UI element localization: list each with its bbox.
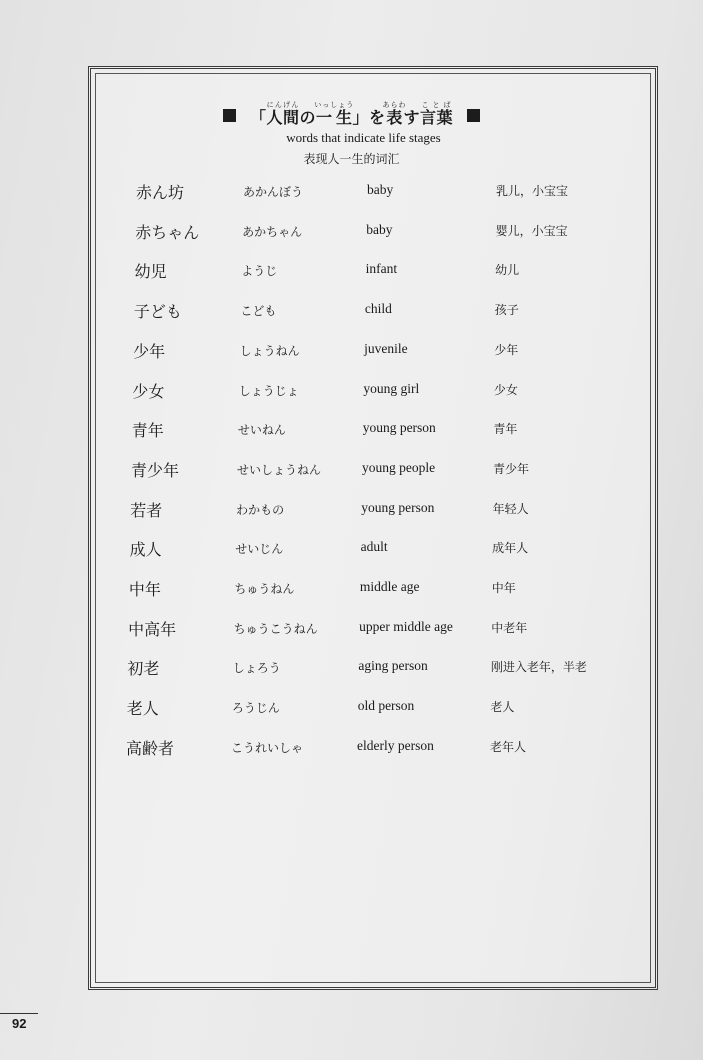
title-ruby-segment [314, 101, 355, 127]
inner-border [95, 73, 651, 983]
vocab-row [0, 458, 560, 482]
vocab-english: young people [362, 459, 436, 475]
title-furigana: にんげん [266, 101, 300, 109]
vocab-kanji: 少年 [133, 341, 166, 361]
section-header [0, 88, 703, 167]
vocab-kanji: 老人 [126, 699, 159, 719]
vocab-english: adult [360, 539, 388, 555]
vocab-english: baby [366, 221, 393, 237]
vocab-kanji: 少女 [132, 381, 165, 401]
vocab-english: baby [367, 182, 394, 197]
title-furigana: いっしょう [314, 101, 355, 109]
square-bullet-icon [223, 109, 236, 122]
vocab-english: upper middle age [359, 618, 453, 634]
title-row [0, 88, 703, 128]
vocab-row [0, 537, 560, 561]
title-base-text: 表 [382, 108, 407, 127]
vocab-english: middle age [359, 579, 420, 594]
section-title [250, 101, 453, 128]
title-furigana: あらわ [382, 101, 407, 109]
square-bullet-icon [467, 109, 480, 122]
footer-rule [0, 1013, 38, 1014]
vocab-kana: ようじ [241, 264, 278, 279]
vocab-kanji: 高齢者 [126, 738, 175, 758]
vocab-english: child [364, 301, 392, 317]
vocab-row [0, 299, 560, 323]
vocab-kana: こども [240, 304, 277, 319]
vocab-kana: しょうじょ [238, 383, 299, 398]
subtitle-english: words that indicate life stages [286, 130, 441, 145]
vocab-kanji: 初老 [127, 659, 160, 679]
vocab-kana: あかんぼう [243, 185, 304, 199]
vocab-kanji: 青少年 [131, 460, 180, 480]
vocab-kanji: 成人 [129, 540, 162, 560]
vocab-english: aging person [358, 658, 428, 674]
vocab-row [0, 617, 560, 641]
vocab-row [0, 379, 560, 403]
page-number: 92 [12, 1016, 27, 1031]
vocab-kanji: 青年 [131, 421, 164, 441]
vocab-chinese: 青年 [493, 422, 518, 437]
vocab-chinese: 青少年 [493, 461, 530, 476]
vocab-english: young person [361, 499, 435, 515]
vocab-kana: せいじん [235, 542, 284, 557]
vocab-chinese: 老年人 [490, 739, 527, 754]
vocab-english: juvenile [364, 340, 408, 356]
vocab-chinese: 中老年 [491, 620, 528, 635]
vocab-kanji: 中高年 [128, 619, 177, 639]
vocab-row [0, 498, 560, 522]
vocab-row [0, 736, 560, 760]
vocab-chinese: 少女 [493, 382, 518, 397]
vocab-row [0, 696, 560, 720]
vocab-chinese: 中年 [491, 581, 516, 595]
vocab-kana: せいねん [237, 423, 286, 438]
vocab-row [0, 577, 560, 601]
vocab-chinese: 刚进入老年，半老 [490, 660, 587, 675]
title-ruby-segment [420, 101, 454, 127]
vocab-kana: ろうじん [231, 701, 280, 716]
vocab-chinese: 孩子 [494, 303, 519, 318]
vocab-english: young person [362, 420, 436, 436]
vocab-english: young girl [363, 380, 420, 396]
vocab-kanji: 幼児 [134, 262, 167, 282]
vocab-english: infant [365, 261, 398, 277]
double-border-frame [88, 66, 658, 990]
title-ruby-segment [382, 101, 407, 127]
vocab-english: old person [357, 698, 415, 714]
vocab-kanji: 中年 [128, 580, 161, 599]
title-text: 」を [352, 108, 386, 127]
vocab-row [0, 180, 569, 204]
vocab-kanji: 赤ちゃん [135, 222, 200, 242]
vocab-kana: しょうねん [239, 343, 300, 358]
vocab-kanji: 子ども [133, 302, 182, 322]
title-furigana: ことば [420, 101, 454, 109]
vocab-kana: せいしょうねん [237, 462, 322, 477]
title-text: 「 [249, 108, 267, 127]
vocab-row [0, 339, 560, 363]
vocab-kana: ちゅうねん [234, 582, 295, 596]
vocab-row [0, 656, 587, 680]
vocab-row [0, 259, 560, 283]
vocab-kana: しょろう [232, 661, 281, 676]
vocab-kanji: 赤ん坊 [136, 183, 185, 202]
vocab-chinese: 乳儿，小宝宝 [496, 184, 569, 198]
vocab-row [0, 220, 568, 244]
vocab-chinese: 幼儿 [495, 263, 520, 278]
vocab-kana: わかもの [236, 502, 285, 517]
vocab-chinese: 少年 [494, 342, 519, 357]
subtitle-chinese: 表现人一生的词汇 [303, 152, 400, 166]
title-base-text: 人間 [266, 108, 300, 127]
vocab-english: elderly person [357, 737, 434, 753]
vocab-chinese: 成年人 [492, 541, 529, 556]
title-base-text: 一生 [314, 108, 355, 127]
vocab-kana: こうれいしゃ [231, 740, 304, 755]
title-text: の [299, 108, 316, 127]
title-text: す [403, 108, 421, 127]
vocab-chinese: 婴儿，小宝宝 [495, 223, 568, 238]
title-ruby-segment [266, 101, 300, 127]
vocab-row [0, 418, 560, 442]
vocab-chinese: 年轻人 [492, 501, 529, 516]
vocab-chinese: 老人 [490, 700, 515, 715]
vocab-kana: あかちゃん [242, 224, 303, 239]
title-base-text: 言葉 [420, 108, 454, 127]
vocab-kana: ちゅうこうねん [233, 621, 318, 636]
vocab-kanji: 若者 [130, 500, 163, 520]
